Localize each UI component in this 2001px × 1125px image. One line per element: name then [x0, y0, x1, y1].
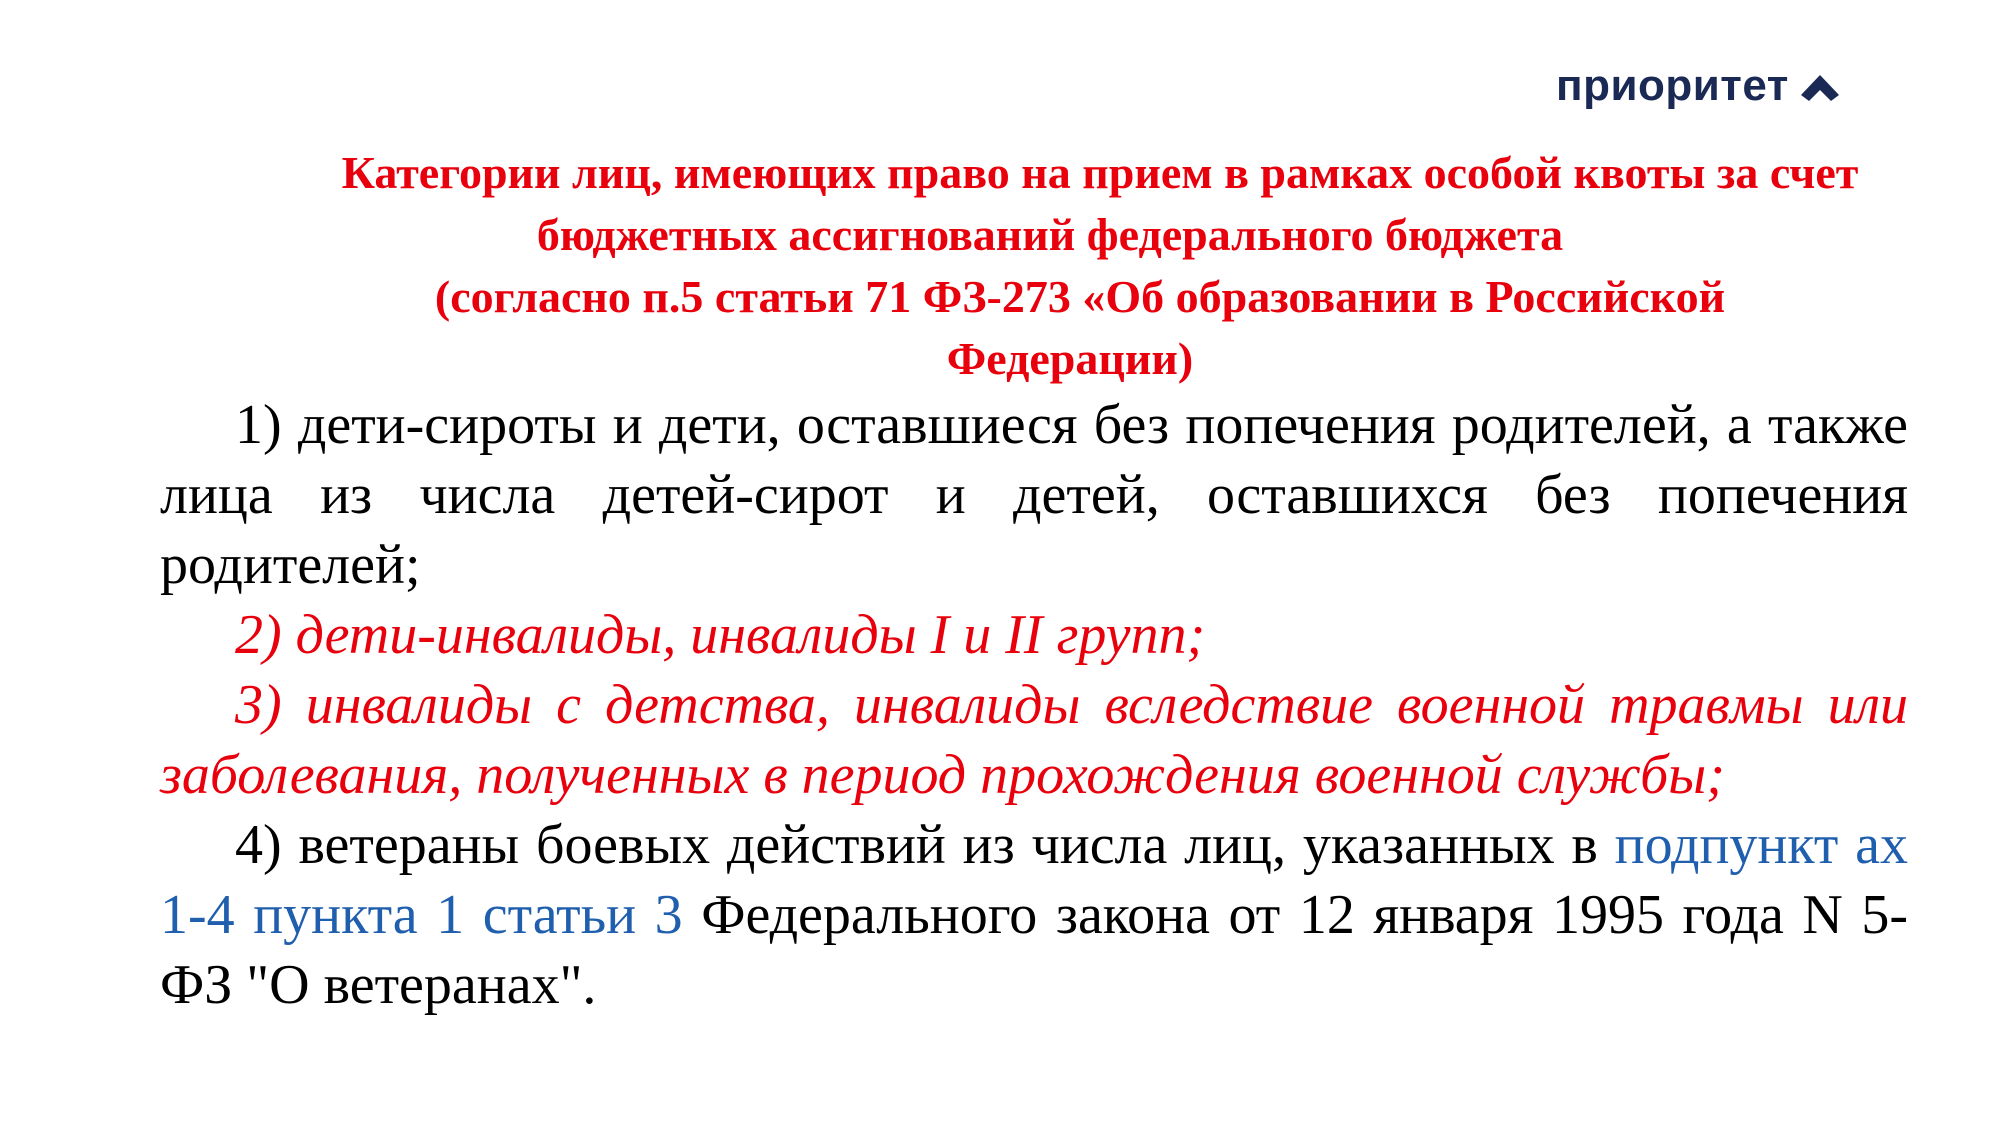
list-item-3: 3) инвалиды с детства, инвалиды вследствие военной травмы или заболевания, полученных в период прохождения военной службы; — [160, 674, 1908, 806]
list-item-4-text-end: Федерального закона от 12 января 1995 года N 5-ФЗ "О ветеранах". — [160, 884, 1908, 1016]
page-title — [220, 142, 1920, 390]
title-line-1: Категории лиц, имеющих право на прием в рамках особой квоты за счет — [341, 147, 1859, 198]
priority-logo — [1556, 58, 1886, 114]
title-line-4: Федерации) — [946, 333, 1194, 384]
chevron-up-icon — [1799, 73, 1841, 103]
list-item-2: 2) дети-инвалиды, инвалиды I и II групп; — [235, 604, 1206, 666]
category-list — [160, 390, 1908, 1020]
title-line-2: бюджетных ассигнований федерального бюджета — [536, 209, 1564, 260]
list-item-4-text: 4) ветераны боевых действий из числа лиц, указанных в — [235, 814, 1615, 876]
law-reference-link[interactable]: подпункт ах 1-4 пункта 1 статьи 3 — [160, 814, 1908, 946]
list-item-1: 1) дети-сироты и дети, оставшиеся без попечения родителей, а также лица из числа детей-сирот и детей, оставшихся без попечения родителей; — [160, 394, 1908, 596]
logo-text: приоритет — [1556, 61, 1789, 110]
list-item-4 — [160, 810, 1908, 1020]
title-line-3: (согласно п.5 статьи 71 ФЗ-273 «Об образовании в Российской — [434, 271, 1726, 322]
